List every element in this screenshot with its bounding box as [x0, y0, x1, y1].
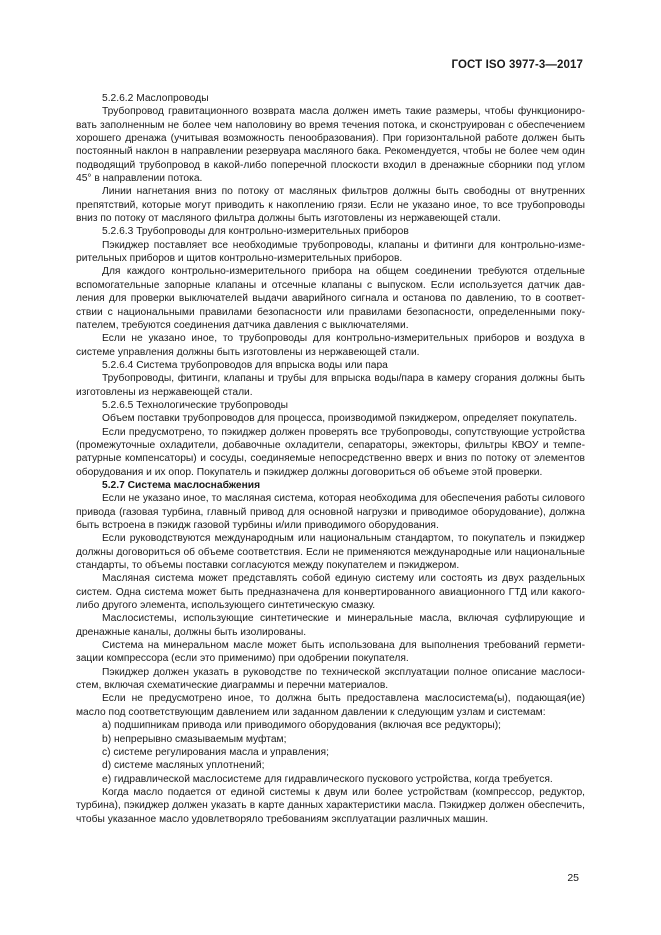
paragraph: Пэкиджер должен указать в руководстве по технической эксплуатации полное описание маслосистем, включая схематические диаграммы и перечни материалов. [76, 666, 585, 692]
paragraph: Если не предусмотрено иное, то должна быть предоставлена маслосистема(ы), подающая(ие) масло под соответствующим давлением или заданном давлении к следующим узлам и системам: [76, 693, 585, 718]
list-item: e) гидравлической маслосистеме для гидравлического пускового устройства, когда требуется. [102, 773, 553, 785]
paragraph: Когда масло подается от единой системы к двум или более устройствам (компрессор, редуктор, турбина), пэкиджер должен указать в карте данных характеристики масла. Пэкиджер должен обеспечить, чтобы указанное масло удовлетворяло требованиям эксплуатации различных машин. [76, 786, 585, 825]
paragraph: Если руководствуются международным или национальным стандартом, то покупатель и пэкиджер должны договориться об объеме соответствия. Если не применяются международные или национальные стандарты, то объемы поставки согласуются между покупателем и пэкиджером. [76, 533, 585, 572]
paragraph: Масляная система может представлять собой единую систему или состоять из двух раздельных систем. Одна система может быть предназначена для конвертированного авиационного ГТД или какого-либо другого элемента, использующего синтетическую смазку. [76, 573, 585, 612]
list-item: b) непрерывно смазываемым муфтам; [102, 733, 287, 745]
section-heading-5-2-6-3: 5.2.6.3 Трубопроводы для контрольно-измерительных приборов [102, 226, 409, 238]
list-item: d) системе масляных уплотнений; [102, 760, 265, 772]
section-heading-5-2-7: 5.2.7 Система маслоснабжения [102, 479, 261, 491]
section-heading-5-2-6-2: 5.2.6.2 Маслопроводы [102, 93, 209, 104]
paragraph: Если не указано иное, то масляная система, которая необходима для обеспечения работы силового привода (газовая турбина, главный привод для основной нагрузки и приводимое оборудование), должна быть встроена в пэкидж газовой турбины и/или приводимого оборудования. [76, 493, 585, 531]
paragraph: Система на минеральном масле может быть использована для выполнения требований герметизации компрессора (если это применимо) при одобрении покупателя. [76, 640, 585, 665]
section-heading-5-2-6-4: 5.2.6.4 Система трубопроводов для впрыска воды или пара [102, 359, 388, 371]
paragraph: Если предусмотрено, то пэкиджер должен проверять все трубопроводы, сопутствующие устройства (промежуточные охладители, добавочные охладители, сепараторы, эжекторы, фильтры КВОУ и температурные компенсаторы) и сосуды, соединяемые непосредственно вверх и вниз по потоку от элементов оборудования и их опор. Покупатель и пэкиджер должны договориться об объеме этой проверки. [76, 426, 585, 478]
paragraph: Если не указано иное, то трубопроводы для контрольно-измерительных приборов и воздуха в системе управления должны быть изготовлены из нержавеющей стали. [76, 333, 585, 358]
paragraph: Для каждого контрольно-измерительного прибора на общем соединении требуются отдельные вспомогательные запорные клапаны и отсечные клапаны с выпуском. Если используется датчик давления для проверки выключателей выдачи аварийного сигнала и останова по давлению, то в соответствии с национальными правилами безопасности или правилами безопасности, определенными покупателем, требуются соединения датчика давления с выключателями. [76, 266, 585, 331]
document-body [76, 92, 585, 826]
paragraph: Объем поставки трубопроводов для процесса, производимой пэкиджером, определяет покупатель. [102, 413, 578, 425]
paragraph: Маслосистемы, использующие синтетические и минеральные масла, включая суфлирующие и дренажные каналы, должны быть изолированы. [76, 613, 585, 638]
paragraph: Трубопроводы, фитинги, клапаны и трубы для впрыска воды/пара в камеру сгорания должны быть изготовлены из нержавеющей стали. [76, 373, 585, 398]
page-number: 25 [567, 872, 579, 884]
list-item: c) системе регулирования масла и управления; [102, 746, 329, 758]
paragraph: Линии нагнетания вниз по потоку от масляных фильтров должны быть свободны от внутренних препятствий, которые могут приводить к накоплению грязи. Если не указано иное, то все трубопроводы вниз по потоку от масляного фильтра должны быть изготовлены из нержавеющей стали. [76, 186, 585, 225]
paragraph: Трубопровод гравитационного возврата масла должен иметь такие размеры, чтобы функционировать заполненным не более чем наполовину во время течения потока, и сконструирован с обеспечением хорошего дренажа (учитывая возможность пенообразования). При горизонтальной работе должен быть постоянный наклон в направлении резервуара масляного бака. Рекомендуется, чтобы не более чем один подводящий трубопровод в какой-либо поперечной плоскости входил в дренажные сборники под углом 45° в направлении потока. [76, 106, 585, 185]
section-heading-5-2-6-5: 5.2.6.5 Технологические трубопроводы [102, 399, 288, 411]
list-item: a) подшипникам привода или приводимого оборудования (включая все редукторы); [102, 720, 502, 732]
paragraph: Пэкиджер поставляет все необходимые трубопроводы, клапаны и фитинги для контрольно-измерительных приборов и щитов контрольно-измерительных приборов. [76, 239, 585, 265]
document-header: ГОСТ ISO 3977-3—2017 [451, 59, 583, 71]
